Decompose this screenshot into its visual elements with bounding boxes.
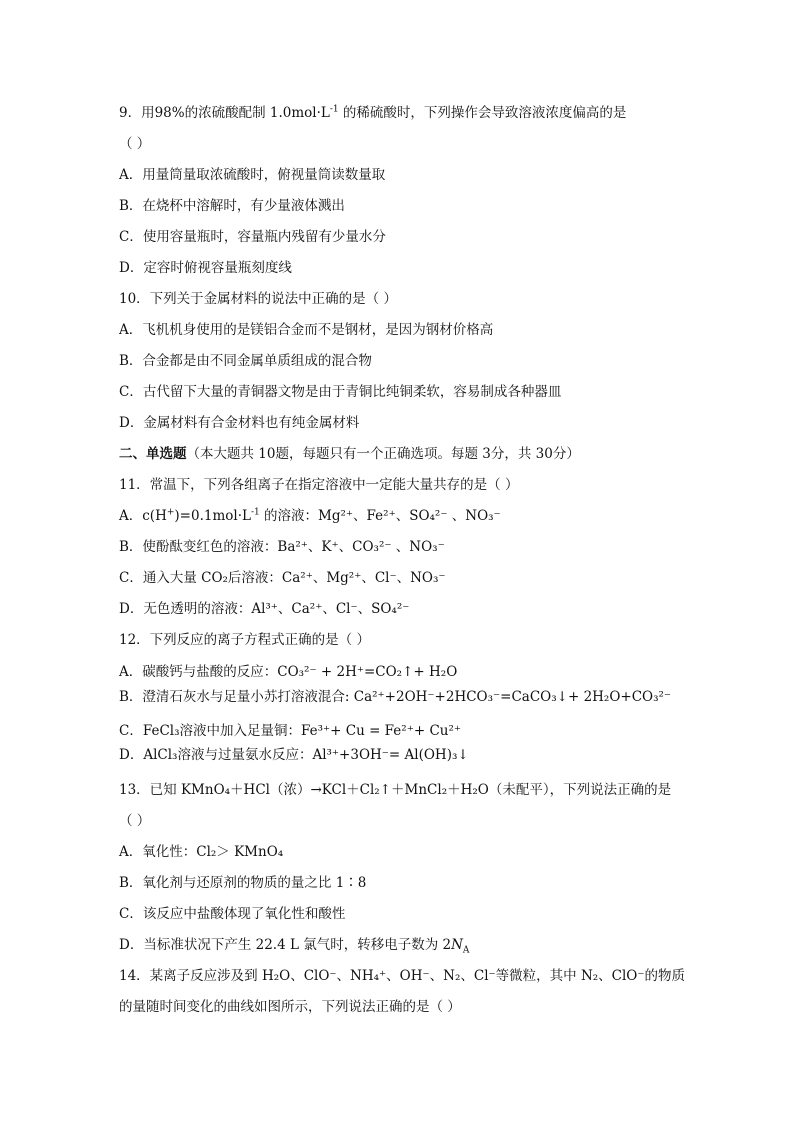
q13-option-a: A．氧化性：Cl₂＞ KMnO₄ xyxy=(119,844,284,860)
q11-option-a xyxy=(119,507,734,525)
q9-answer-paren: （ ） xyxy=(119,136,151,152)
q14-stem-line2: 的量随时间变化的曲线如图所示，下列说法正确的是（ ） xyxy=(119,999,461,1015)
q11-option-c: C．通入大量 CO₂后溶液：Ca²⁺、Mg²⁺、Cl⁻、NO₃⁻ xyxy=(119,570,446,586)
q13-stem: 13．已知 KMnO₄＋HCl（浓）→KCl＋Cl₂↑＋MnCl₂＋H₂O（未配平），下列说法正确的是 xyxy=(119,782,672,798)
q9-option-b: B．在烧杯中溶解时，有少量液体溅出 xyxy=(119,198,345,214)
q12-stem: 12．下列反应的离子方程式正确的是（ ） xyxy=(119,632,370,648)
q9-stem-text-b: 的稀硫酸时，下列操作会导致溶液浓度偏高的是 xyxy=(338,105,627,121)
section-label: 二、单选题 xyxy=(119,446,187,462)
q12-option-d: D．AlCl₃溶液与过量氨水反应：Al³⁺+3OH⁻= Al(OH)₃↓ xyxy=(119,747,469,763)
q11-stem: 11．常温下，下列各组离子在指定溶液中一定能大量共存的是（ ） xyxy=(119,477,519,493)
q12-option-b: B．澄清石灰水与足量小苏打溶液混合: Ca²⁺+2OH⁻+2HCO₃⁻=CaCO₃↓+ 2H₂O+CO₃²⁻ xyxy=(119,689,672,705)
q13-option-d xyxy=(119,936,734,954)
q11-a-text-1: A．c(H xyxy=(119,508,167,524)
q11-a-text-2: )=0.1mol·L xyxy=(174,508,251,524)
q13-d-text: D．当标准状况下产生 22.4 L 氯气时，转移电子数为 2 xyxy=(119,937,452,953)
q11-option-b: B．使酚酞变红色的溶液：Ba²⁺、K⁺、CO₃²⁻ 、NO₃⁻ xyxy=(119,539,445,555)
section-heading xyxy=(119,445,734,463)
q13-d-subscript: A xyxy=(462,945,470,956)
q14-stem-line1: 14．某离子反应涉及到 H₂O、ClO⁻、NH₄⁺、OH⁻、N₂、Cl⁻等微粒，其中 N₂、ClO⁻的物质 xyxy=(119,968,686,984)
q10-stem: 10．下列关于金属材料的说法中正确的是（ ） xyxy=(119,291,397,307)
q12-option-c: C．FeCl₃溶液中加入足量铜：Fe³⁺+ Cu = Fe²⁺+ Cu²⁺ xyxy=(119,723,462,739)
q9-option-c: C．使用容量瓶时，容量瓶内残留有少量水分 xyxy=(119,229,386,245)
q10-option-b: B．合金都是由不同金属单质组成的混合物 xyxy=(119,353,372,369)
q10-option-d: D．金属材料有合金材料也有纯金属材料 xyxy=(119,415,360,431)
q12-option-a: A．碳酸钙与盐酸的反应：CO₃²⁻ + 2H⁺=CO₂↑+ H₂O xyxy=(119,664,458,680)
q10-option-c: C．古代留下大量的青铜器文物是由于青铜比纯铜柔软，容易制成各种器皿 xyxy=(119,384,562,400)
q9-stem-superscript: -1 xyxy=(329,104,339,115)
q13-option-b: B．氧化剂与还原剂的物质的量之比 1∶8 xyxy=(119,875,367,891)
q9-stem-text-a: 9．用98%的浓硫酸配制 1.0mol·L xyxy=(119,105,330,121)
q10-option-a: A．飞机机身使用的是镁铝合金而不是钢材，是因为钢材价格高 xyxy=(119,322,494,338)
q9-option-a: A．用量筒量取浓硫酸时，俯视量筒读数量取 xyxy=(119,167,386,183)
q13-answer-paren: （ ） xyxy=(119,813,151,829)
q9-stem xyxy=(119,104,734,122)
section-description: （本大题共 10题，每题只有一个正确选项。每题 3分，共 30分） xyxy=(186,446,580,462)
q13-d-avogadro-symbol: N xyxy=(451,937,463,953)
q11-a-superscript-1: + xyxy=(166,507,175,518)
q13-option-c: C．该反应中盐酸体现了氧化性和酸性 xyxy=(119,906,346,922)
q11-a-superscript-2: -1 xyxy=(250,507,260,518)
q11-a-text-3: 的溶液：Mg²⁺、Fe²⁺、SO₄²⁻ 、NO₃⁻ xyxy=(259,508,501,524)
q9-option-d: D．定容时俯视容量瓶刻度线 xyxy=(119,260,292,276)
q11-option-d: D．无色透明的溶液：Al³⁺、Ca²⁺、Cl⁻、SO₄²⁻ xyxy=(119,601,410,617)
